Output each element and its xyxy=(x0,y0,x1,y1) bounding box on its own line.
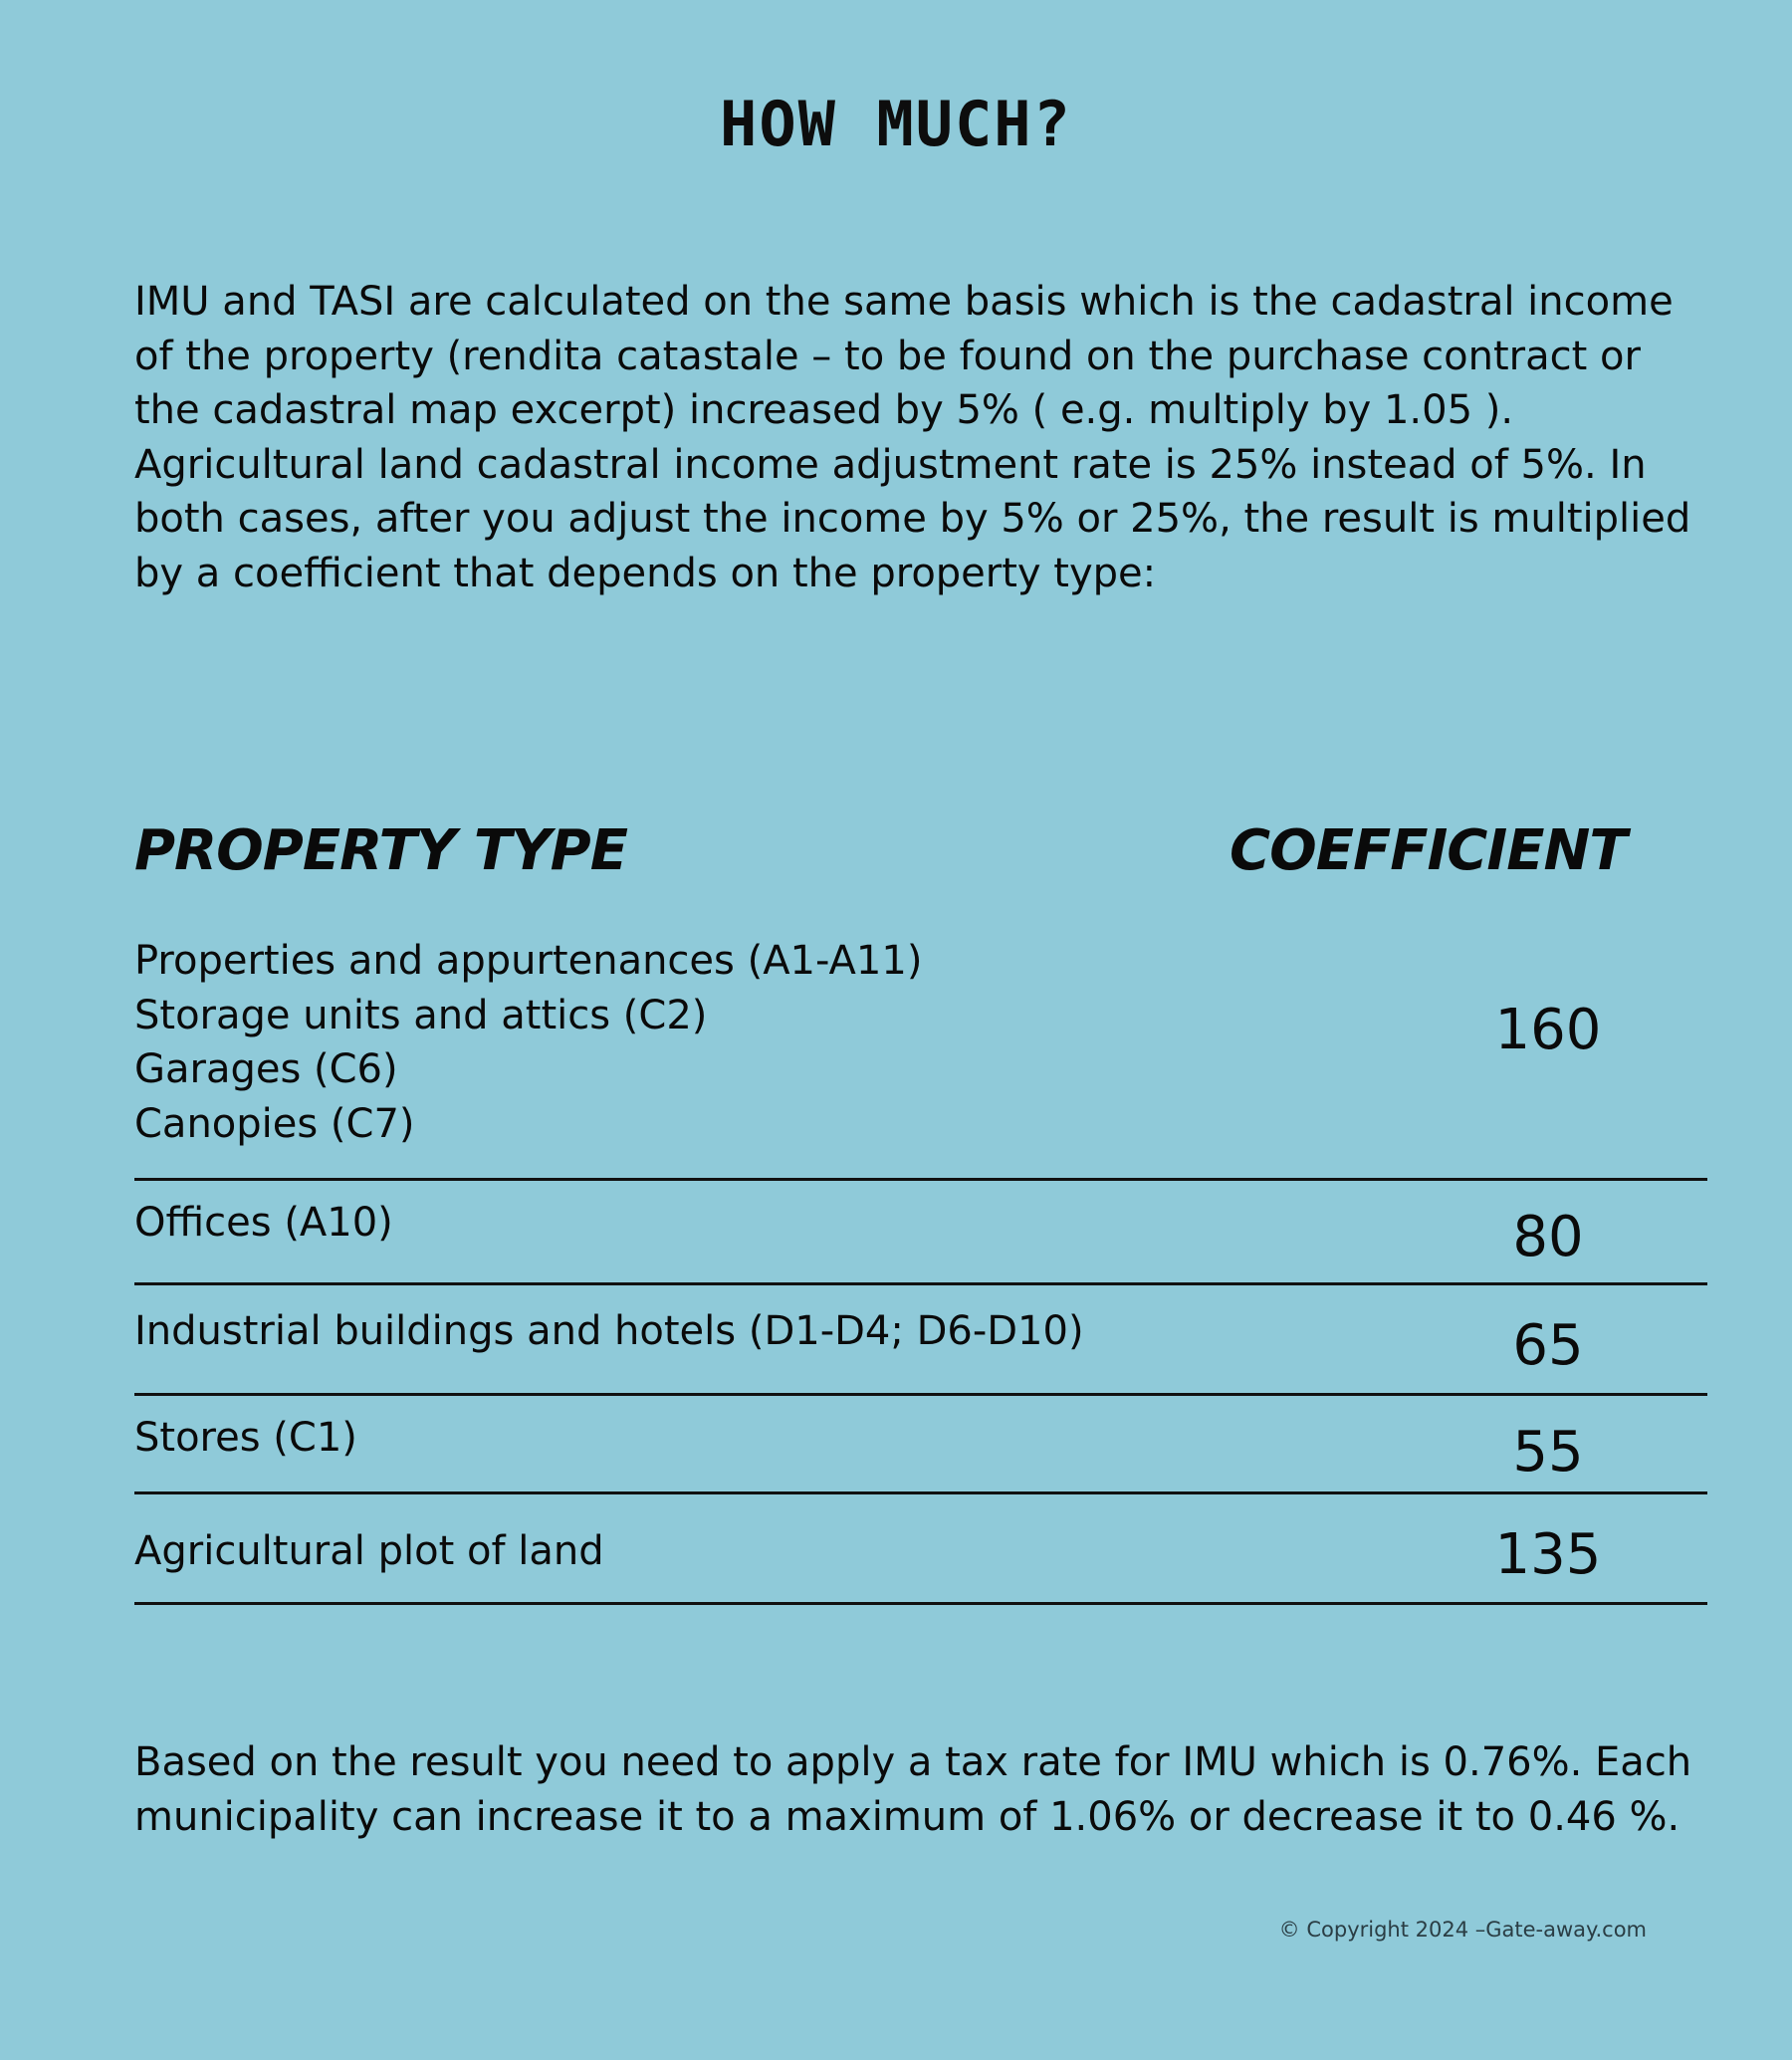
intro-paragraph: IMU and TASI are calculated on the same basis which is the cadastral income of the property (rendita catastale – to be found on the purchase contract or the cadastral map excerpt) increased by 5% ( e.g. multiply by 1.05 ). Agricultural land cadastral income adjustment rate is 25% instead of 5%. In both cases, after you adjust the income by 5% or 25%, the result is multiplied by a coefficient that depends on the property type: xyxy=(134,279,1691,596)
table-row xyxy=(134,1285,1707,1396)
table-row xyxy=(134,1181,1707,1285)
outro-paragraph: Based on the result you need to apply a tax rate for IMU which is 0.76%. Each municipality can increase it to a maximum of 1.06% or decrease it to 0.46 %. xyxy=(134,1739,1692,1840)
header-coefficient: COEFFICIENT xyxy=(1230,818,1627,883)
property-type-line: Canopies (C7) xyxy=(134,1100,415,1147)
property-type-line: Stores (C1) xyxy=(134,1415,357,1461)
property-type-cell xyxy=(134,1524,604,1579)
property-type-line: Agricultural plot of land xyxy=(134,1528,604,1574)
coefficient-value: 55 xyxy=(1512,1420,1584,1485)
copyright-notice: © Copyright 2024 –Gate-away.com xyxy=(1278,1918,1647,1942)
property-type-line: Properties and appurtenances (A1-A11) xyxy=(134,938,923,984)
table-row xyxy=(134,1396,1707,1494)
page-title: HOW MUCH? xyxy=(720,88,1072,160)
property-type-cell xyxy=(134,1304,1084,1359)
header-property-type: PROPERTY TYPE xyxy=(134,818,627,883)
property-type-line: Storage units and attics (C2) xyxy=(134,992,708,1038)
coefficient-value: 135 xyxy=(1494,1522,1602,1587)
coefficient-value: 65 xyxy=(1512,1313,1584,1378)
property-type-cell xyxy=(134,934,922,1151)
table-row xyxy=(134,1494,1707,1605)
table-row xyxy=(134,934,1707,1181)
property-type-cell xyxy=(134,1196,393,1251)
coefficient-value: 160 xyxy=(1494,998,1602,1062)
coefficient-value: 80 xyxy=(1512,1205,1584,1269)
property-type-cell xyxy=(134,1411,357,1466)
property-type-line: Offices (A10) xyxy=(134,1200,393,1246)
property-type-line: Industrial buildings and hotels (D1-D4; D6-D10) xyxy=(134,1308,1084,1354)
property-type-line: Garages (C6) xyxy=(134,1046,398,1092)
